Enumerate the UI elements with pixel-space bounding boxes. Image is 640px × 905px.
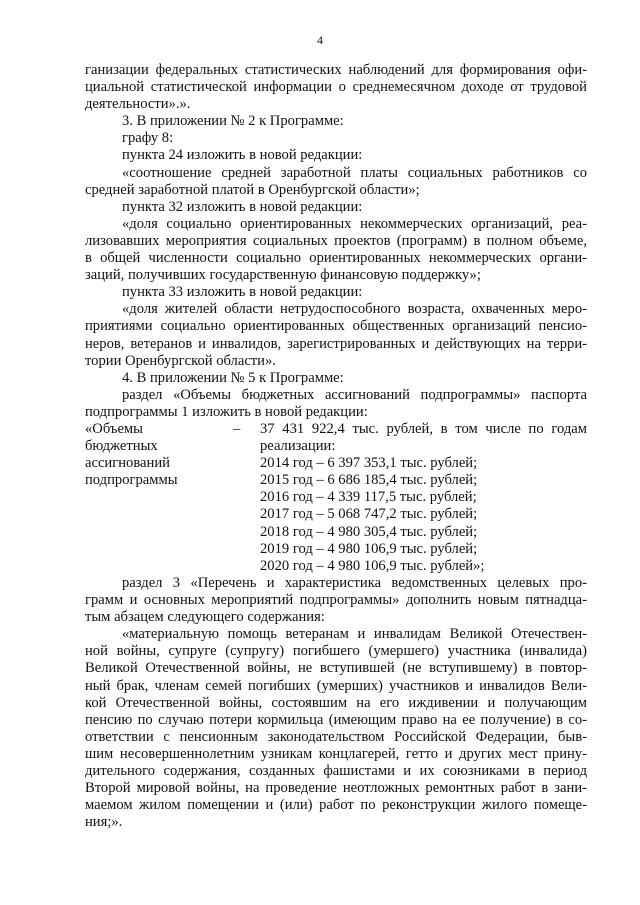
text-line: лизовавших мероприятия социальных проектов (программ) в полном объеме, (85, 232, 587, 249)
passport-label-line: ассигнований (85, 455, 170, 472)
text-line: «материальную помощь ветеранам и инвалидам Великой Отечествен- (122, 626, 587, 643)
passport-label-line: бюджетных (85, 438, 158, 455)
text-line: тории Оренбургской области». (85, 352, 276, 369)
page-number: 4 (317, 33, 323, 47)
document-body (85, 62, 587, 831)
passport-year-row: 2014 год – 6 397 353,1 тыс. рублей; (260, 455, 478, 472)
passport-total: 37 431 922,4 тыс. рублей, в том числе по годам (260, 420, 587, 437)
text-line: ный брак, членам семей погибших (умерших) участников и инвалидов Вели- (85, 677, 587, 694)
passport-year-row: 2015 год – 6 686 185,4 тыс. рублей; (260, 472, 478, 489)
passport-label-line: «Объемы (85, 420, 143, 437)
text-line: «доля жителей области нетрудоспособного возраста, охваченных меро- (122, 301, 587, 318)
text-line: кой Отечественной войны, состоявшим на его иждивении и получающим (85, 694, 587, 711)
text-line: подпрограммы 1 изложить в новой редакции: (85, 403, 368, 420)
text-line: Второй мировой войны, на проведение неотложных ремонтных работ в зани- (85, 780, 587, 797)
passport-year-row: 2020 год – 4 980 106,9 тыс. рублей»; (260, 557, 485, 574)
text-line: ответствии с пенсионным законодательством Российской Федерации, быв- (85, 728, 587, 745)
text-line: графу 8: (122, 130, 174, 147)
text-line: раздел «Объемы бюджетных ассигнований подпрограммы» паспорта (122, 386, 587, 403)
text-line: заций, получивших государственную финансовую поддержку»; (85, 267, 481, 284)
text-line: неров, ветеранов и инвалидов, зарегистрированных и действующих на терри- (85, 335, 587, 352)
text-line: дительного содержания, созданных фашистами и их союзниками в период (85, 763, 587, 779)
text-line: «соотношение средней заработной платы социальных работников со (122, 164, 587, 181)
list-item-3: 3. В приложении № 2 к Программе: (122, 113, 344, 130)
passport-dash: – (233, 420, 241, 437)
text-line: тым абзацем следующего содержания: (85, 609, 325, 626)
passport-label-line: подпрограммы (85, 472, 178, 489)
passport-total-cont: реализации: (260, 438, 336, 455)
text-line: ганизации федеральных статистических наблюдений для формирования офи- (85, 62, 587, 78)
text-line: приятиями социально ориентированных общественных организаций пенсио- (85, 318, 587, 335)
text-line: грамм и основных мероприятий подпрограммы» дополнить новым пятнадца- (85, 592, 587, 609)
list-item-4: 4. В приложении № 5 к Программе: (122, 369, 344, 386)
text-line: пенсию по случаю потери кормильца (имеющим право на ее получение) в со- (85, 711, 587, 728)
text-line: Великой Отечественной войны, не вступившей (не вступившему) в повтор- (85, 660, 587, 677)
text-line: пункта 24 изложить в новой редакции: (122, 147, 363, 164)
passport-year-row: 2017 год – 5 068 747,2 тыс. рублей; (260, 506, 478, 523)
passport-label (85, 421, 235, 489)
passport-year-row: 2019 год – 4 980 106,9 тыс. рублей; (260, 540, 478, 557)
text-line: деятельности».». (85, 96, 191, 113)
passport-year-row: 2018 год – 4 980 305,4 тыс. рублей; (260, 523, 478, 540)
text-line: циальной статистической информации о среднемесячном доходе от трудовой (85, 79, 587, 96)
text-line: ния;». (85, 814, 123, 831)
text-line: шим несовершеннолетним узникам концлагерей, гетто и других мест прину- (85, 745, 587, 762)
text-line: в общей численности социально ориентированных некоммерческих органи- (85, 250, 587, 267)
passport-table (85, 421, 587, 575)
text-line: «доля социально ориентированных некоммерческих организаций, реа- (122, 215, 587, 232)
text-line: средней заработной платой в Оренбургской области»; (85, 181, 420, 198)
text-line: пункта 33 изложить в новой редакции: (122, 284, 363, 301)
text-line: раздел 3 «Перечень и характеристика ведомственных целевых про- (122, 574, 587, 591)
text-line: пункта 32 изложить в новой редакции: (122, 198, 363, 215)
text-line: ной войны, супруге (супругу) погибшего (умершего) участника (инвалида) (85, 643, 587, 660)
passport-value (260, 421, 587, 575)
text-line: маемом жилом помещении и (или) работ по реконструкции жилого помеще- (85, 797, 587, 814)
passport-year-row: 2016 год – 4 339 117,5 тыс. рублей; (260, 489, 477, 506)
